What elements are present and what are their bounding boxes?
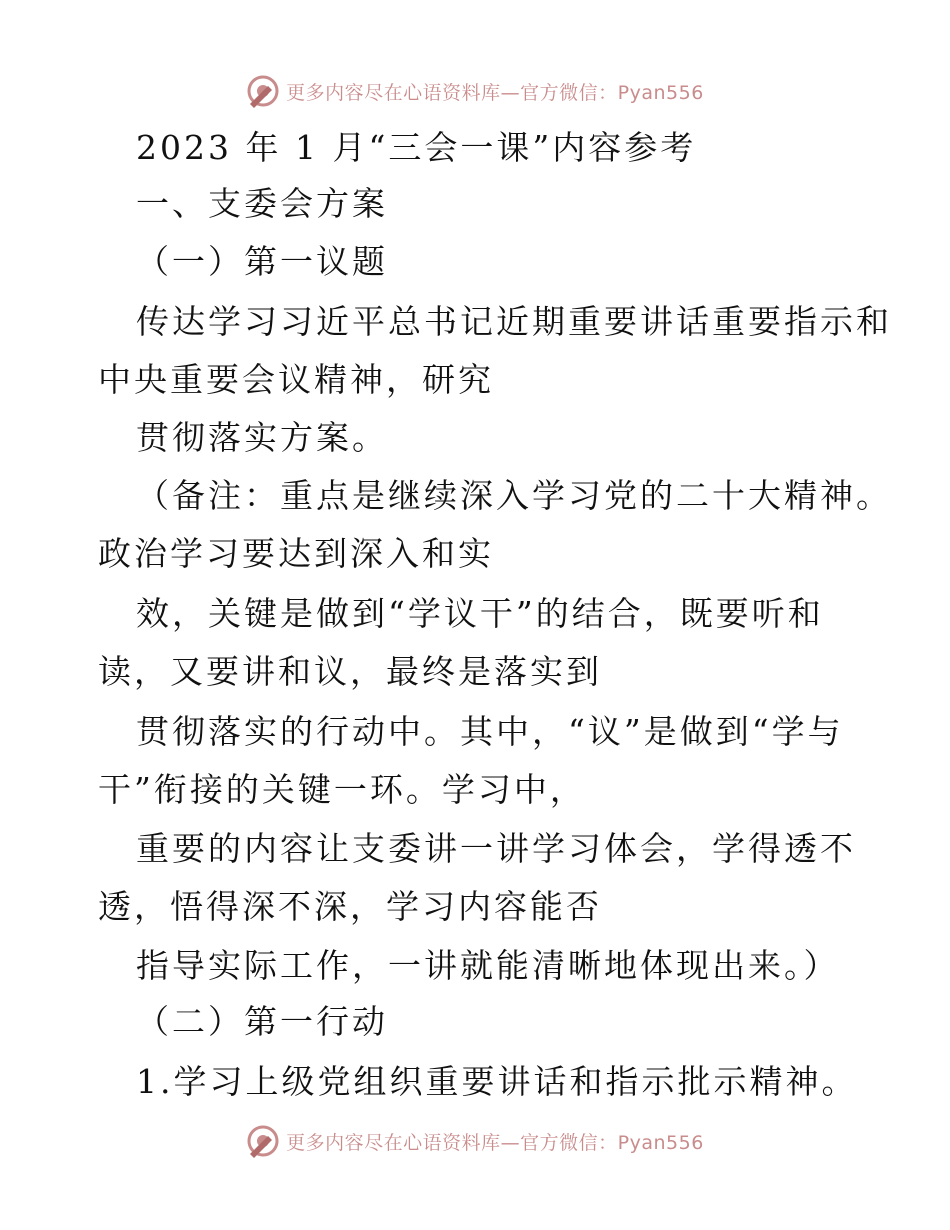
note-line: 重要的内容让支委讲一讲学习体会，学得透不 [136, 829, 856, 868]
section-heading: 一、支委会方案 [136, 184, 388, 223]
list-item: 1.学习上级党组织重要讲话和指示批示精神。 [136, 1062, 858, 1101]
document-title: 2023 年 1 月“三会一课”内容参考 [136, 128, 697, 167]
footer-watermark [0, 1121, 950, 1161]
paragraph-line: 传达学习习近平总书记近期重要讲话重要指示和 [136, 302, 892, 341]
subsection-heading: （一）第一议题 [136, 242, 388, 281]
note-line: 政治学习要达到深入和实 [98, 534, 494, 573]
seal-pen-icon [246, 1124, 280, 1158]
paragraph-line: 中央重要会议精神，研究 [98, 360, 494, 399]
note-line: 透，悟得深不深，学习内容能否 [98, 887, 602, 926]
watermark-text: 更多内容尽在心语资料库—官方微信：Pyan556 [286, 81, 704, 104]
note-line: 指导实际工作，一讲就能清晰地体现出来。） [136, 946, 840, 985]
note-line: 干”衔接的关键一环。学习中， [98, 770, 586, 809]
seal-pen-icon [246, 74, 280, 108]
subsection-heading: （二）第一行动 [136, 1002, 388, 1041]
paragraph-line: 贯彻落实方案。 [136, 418, 388, 457]
note-line: 效，关键是做到“学议干”的结合，既要听和 [136, 594, 824, 633]
note-line: 读，又要讲和议，最终是落实到 [98, 652, 602, 691]
note-line: （备注：重点是继续深入学习党的二十大精神。 [136, 476, 892, 515]
header-watermark [0, 71, 950, 111]
note-line: 贯彻落实的行动中。其中，“议”是做到“学与 [136, 712, 844, 751]
watermark-text: 更多内容尽在心语资料库—官方微信：Pyan556 [286, 1131, 704, 1154]
